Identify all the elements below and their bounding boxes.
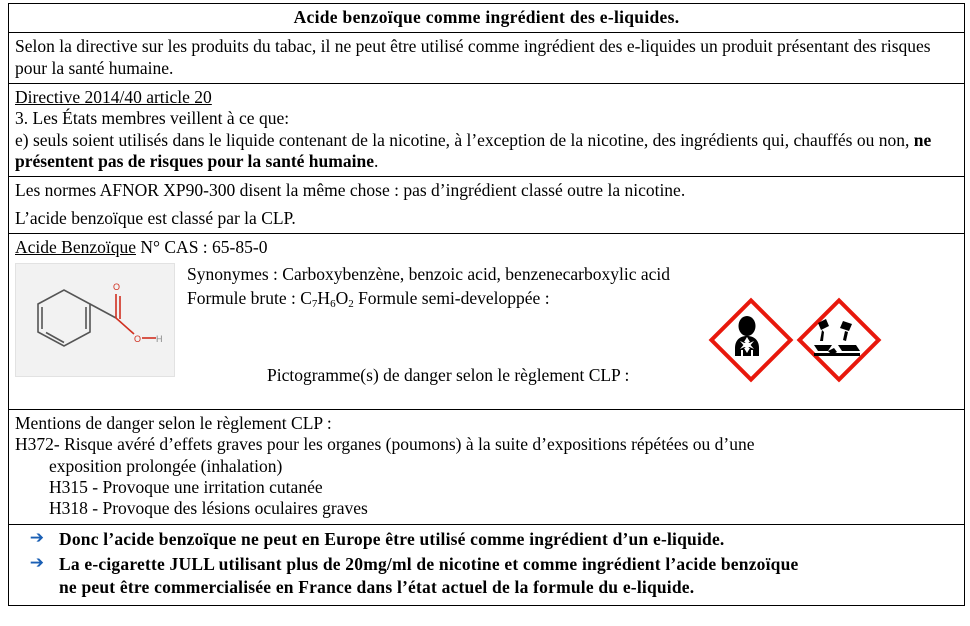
directive-line-1: 3. Les États membres veillent à ce que: <box>15 108 290 129</box>
document-table <box>8 3 965 606</box>
hazard-heading: Mentions de danger selon le règlement CLP : <box>15 413 332 434</box>
ghs05-corrosion-icon <box>798 299 872 373</box>
table-row-hazards <box>9 410 965 525</box>
formula-prefix: Formule brute : C <box>187 287 312 308</box>
table-row-afnor <box>9 177 965 234</box>
table-row-title <box>9 4 965 33</box>
svg-text:O: O <box>113 282 121 293</box>
table-row-directive <box>9 84 965 177</box>
intro-paragraph: Selon la directive sur les produits du tabac, il ne peut être utilisé comme ingrédient des e-liquides un produit présentant des risques pour la santé humaine. <box>9 33 965 84</box>
formula-sub-3: 2 <box>348 297 354 310</box>
hazard-item-0: H372- Risque avéré d’effets graves pour les organes (poumons) à la suite d’expositions répétées ou d’une <box>15 434 755 455</box>
conclusion-text: Donc l’acide benzoïque ne peut en Europe être utilisé comme ingrédient d’un e-liquide. <box>59 528 725 549</box>
substance-cas-line <box>15 237 958 258</box>
table-row-substance <box>9 234 965 410</box>
formula-mid-2: O <box>335 287 349 308</box>
conclusion-text-line-1: La e-cigarette JULL utilisant plus de 20mg/ml de nicotine et comme ingrédient l’acide benzoïque <box>59 554 799 575</box>
substance-synonyms: Synonymes : Carboxybenzène, benzoic acid, benzenecarboxylic acid <box>187 264 671 285</box>
health-hazard-glyph-icon <box>710 299 784 373</box>
directive-line-2 <box>15 130 958 173</box>
conclusion-text <box>59 553 958 598</box>
arrow-right-icon: ➔ <box>29 553 45 574</box>
directive-line-2-text: e) seuls soient utilisés dans le liquide contenant de la nicotine, à l’exception de la nicotine, des ingrédients qui, chauffés ou non, <box>15 129 914 150</box>
pictogram-group <box>710 299 872 373</box>
directive-line-2-bold: ne présentent pas de risques pour la santé humaine <box>15 129 932 172</box>
directive-line-2-end: . <box>373 151 379 172</box>
directive-block <box>9 84 965 177</box>
document-page <box>0 3 970 626</box>
hazard-item-2: H315 - Provoque une irritation cutanée <box>49 477 323 498</box>
formula-suffix: Formule semi-developpée : <box>353 287 550 308</box>
svg-text:H: H <box>156 334 163 345</box>
formula-sub-1: 7 <box>311 297 318 310</box>
corrosion-glyph-icon <box>798 299 872 373</box>
hazard-item-3: H318 - Provoque des lésions oculaires graves <box>49 498 368 519</box>
ghs08-health-hazard-icon <box>710 299 784 373</box>
conclusion-block <box>9 524 965 605</box>
afnor-block <box>9 177 965 234</box>
table-row-conclusions <box>9 524 965 605</box>
pictogram-label: Pictogramme(s) de danger selon le règlement CLP : <box>267 365 630 386</box>
conclusion-text-line-2: ne peut être commercialisée en France dans l’état actuel de la formule du e-liquide. <box>59 576 695 597</box>
afnor-line-2: L’acide benzoïque est classé par la CLP. <box>15 207 296 228</box>
hazard-item-1: exposition prolongée (inhalation) <box>49 455 283 476</box>
substance-name: Acide Benzoïque <box>15 237 136 258</box>
substance-block <box>9 234 965 410</box>
arrow-right-icon: ➔ <box>29 527 45 548</box>
benzoic-acid-structure-icon <box>16 264 172 374</box>
document-title: Acide benzoïque comme ingrédient des e-liquides. <box>9 4 965 33</box>
afnor-line-1: Les normes AFNOR XP90-300 disent la même chose : pas d’ingrédient classé outre la nicotine. <box>15 180 686 201</box>
substance-cas: N° CAS : 65-85-0 <box>140 237 268 258</box>
hazard-block <box>9 410 965 525</box>
table-row-intro <box>9 33 965 84</box>
formula-mid-1: H <box>317 287 331 308</box>
svg-text:O: O <box>134 334 142 345</box>
conclusion-item <box>15 553 958 598</box>
formula-sub-2: 6 <box>330 297 336 310</box>
conclusion-item <box>15 528 958 550</box>
directive-heading: Directive 2014/40 article 20 <box>15 87 212 108</box>
molecule-structure-image <box>15 263 175 377</box>
